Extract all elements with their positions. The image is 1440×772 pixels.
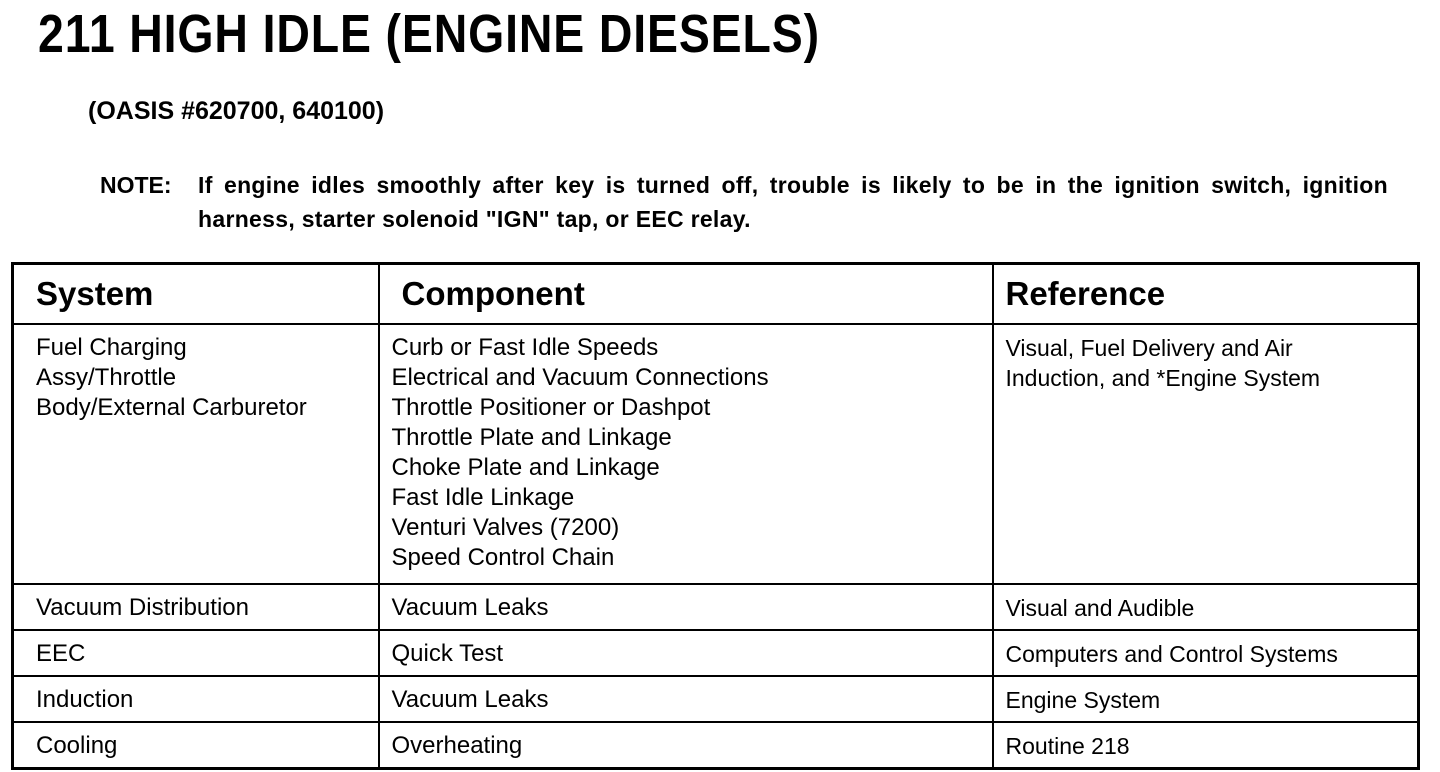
cell-line: Induction, and *Engine System [1005, 365, 1321, 391]
cell-line: Choke Plate and Linkage [391, 454, 660, 481]
system-cell [13, 584, 379, 630]
table-header-row [13, 264, 1419, 325]
system-cell [13, 630, 379, 676]
system-cell [13, 676, 379, 722]
reference-cell [993, 722, 1419, 769]
cell-line: Routine 218 [1005, 733, 1130, 759]
cell-line: Vacuum Leaks [391, 686, 549, 713]
component-cell [379, 324, 993, 584]
reference-cell [993, 584, 1419, 630]
cell-line: Electrical and Vacuum Connections [391, 364, 769, 391]
table-row [13, 324, 1419, 584]
cell-line: Vacuum Leaks [391, 594, 549, 621]
system-cell [13, 722, 379, 769]
cell-line: Fuel Charging [36, 334, 187, 361]
cell-line: Throttle Positioner or Dashpot [391, 394, 711, 421]
header-system: System [13, 264, 379, 325]
note-label: NOTE: [100, 172, 172, 198]
cell-line: Body/External Carburetor [36, 394, 307, 421]
cell-line: Visual and Audible [1005, 595, 1195, 621]
system-cell [13, 324, 379, 584]
cell-line: Visual, Fuel Delivery and Air [1005, 335, 1293, 361]
cell-line: EEC [36, 640, 86, 667]
cell-line: Throttle Plate and Linkage [391, 424, 672, 451]
cell-line: Fast Idle Linkage [391, 484, 575, 511]
cell-line: Overheating [391, 732, 523, 759]
component-cell [379, 676, 993, 722]
cell-line: Curb or Fast Idle Speeds [391, 334, 659, 361]
reference-cell [993, 324, 1419, 584]
cell-line: Engine System [1005, 687, 1161, 713]
table-row [13, 630, 1419, 676]
component-cell [379, 584, 993, 630]
table-row [13, 676, 1419, 722]
oasis-reference: (OASIS #620700, 640100) [88, 97, 385, 125]
cell-line: Cooling [36, 732, 118, 759]
cell-line: Computers and Control Systems [1005, 641, 1338, 667]
reference-cell [993, 630, 1419, 676]
cell-line: Induction [36, 686, 134, 713]
cell-line: Quick Test [391, 640, 504, 667]
header-reference: Reference [993, 264, 1419, 325]
page-title: 211 HIGH IDLE (ENGINE DIESELS) [38, 4, 820, 64]
note-text: If engine idles smoothly after key is turned off, trouble is likely to be in the ignition switch, ignition harness, starter solenoid "IGN" tap, or EEC relay. [198, 172, 1388, 232]
note-block [100, 168, 1390, 236]
header-component: Component [379, 264, 993, 325]
cell-line: Speed Control Chain [391, 544, 615, 571]
cell-line: Assy/Throttle [36, 364, 177, 391]
cell-line: Vacuum Distribution [36, 594, 249, 621]
table-row [13, 584, 1419, 630]
diagnostic-table [11, 262, 1420, 770]
component-cell [379, 630, 993, 676]
reference-cell [993, 676, 1419, 722]
component-cell [379, 722, 993, 769]
table-row [13, 722, 1419, 769]
cell-line: Venturi Valves (7200) [391, 514, 620, 541]
